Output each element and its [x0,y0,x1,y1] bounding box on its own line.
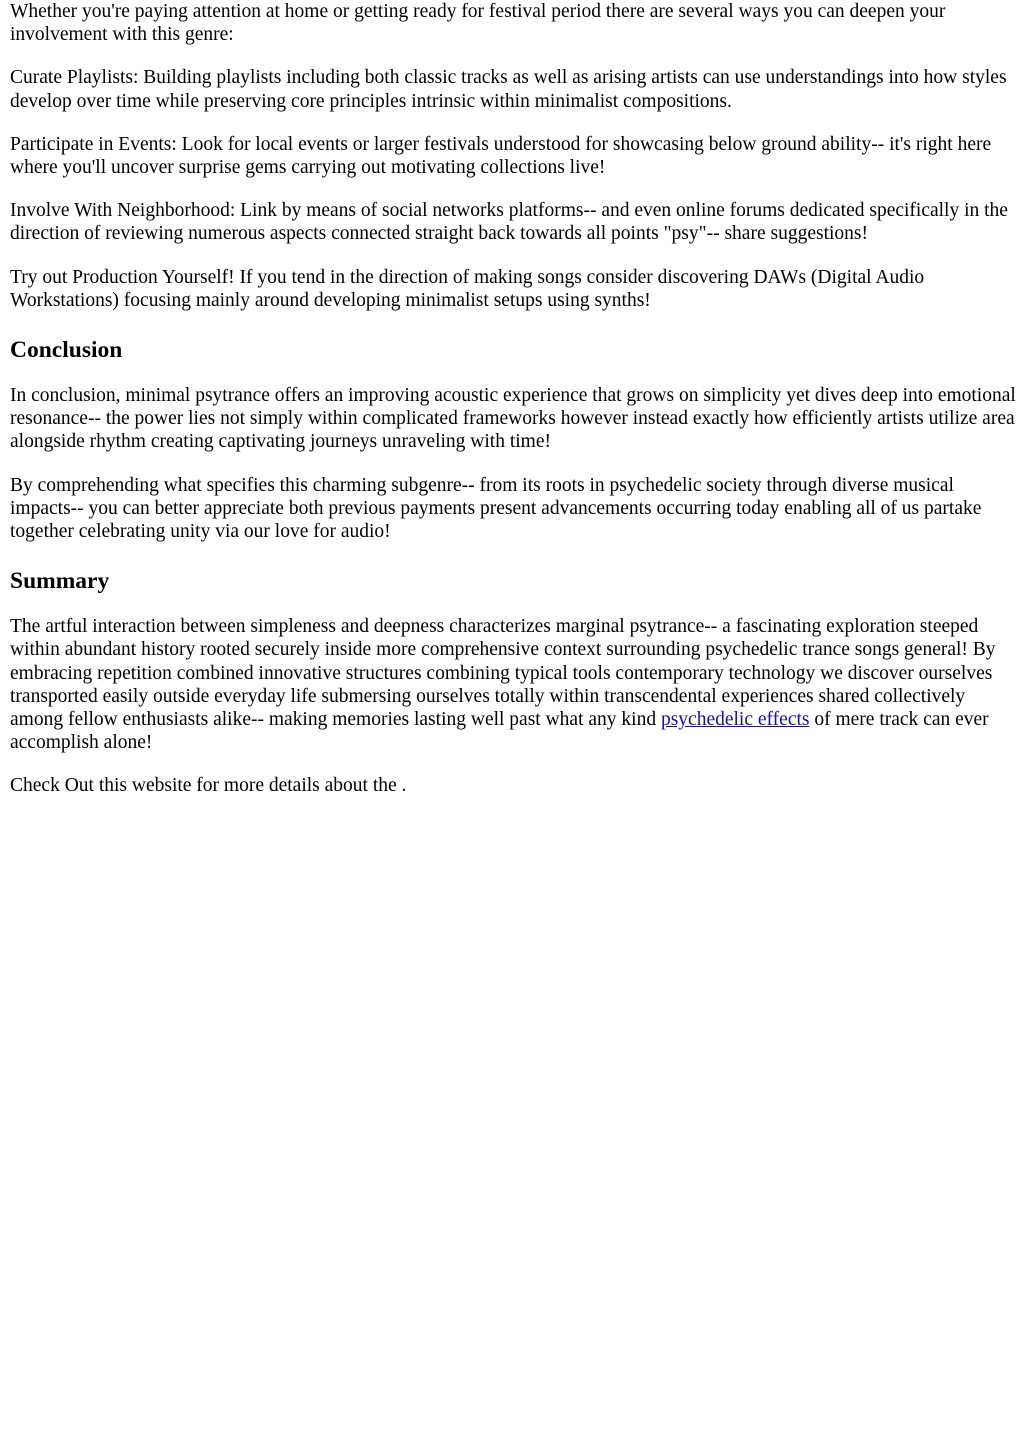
tip-involve-with-neighborhood: Involve With Neighborhood: Link by means of social networks platforms-- and even online forums dedicated specifically in the direction of reviewing numerous aspects connected straight back towards all points "psy"-- share suggestions! [10,200,1008,245]
tip-try-out-production: Try out Production Yourself! If you tend in the direction of making songs consider discovering DAWs (Digital Audio Workstations) focusing mainly around developing minimalist setups using synths! [10,266,925,311]
conclusion-heading: Conclusion [10,337,123,364]
conclusion-paragraph: In conclusion, minimal psytrance offers an improving acoustic experience that grows on simplicity yet dives deep into emotional resonance-- the power lies not simply within complicated frameworks however instead exactly how efficiently artists utilize area alongside rhythm creating captivating journeys unraveling with time! [10,385,1016,453]
summary-text-after-link: of mere track can ever accomplish alone! [10,709,989,754]
summary-text-before-link: The artful interaction between simpleness and deepness characterizes marginal psytrance-- a fascinating exploration steeped within abundant history rooted securely inside more comprehensive context surrounding psychedelic trance songs general! By embracing repetition combined innovative structures combining typical tools contemporary technology we discover ourselves transported easily outside everyday life submersing ourselves totally within transcendental experiences shared collectively among fellow enthusiasts alike-- making memories lasting well past what any kind [10,616,996,731]
tip-participate-in-events: Participate in Events: Look for local events or larger festivals understood for showcasing below ground ability-- it's right here where you'll uncover surprise gems carrying out motivating collections live! [10,133,992,179]
footer-paragraph: Check Out this website for more details about the . [10,775,407,797]
intro-paragraph: Whether you're paying attention at home or getting ready for festival period there are several ways you can deepen your involvement with this genre: [10,1,946,46]
summary-heading: Summary [10,568,110,595]
tip-curate-playlists: Curate Playlists: Building playlists including both classic tracks as well as arising artists can use understandings into how styles develop over time while preserving core principles intrinsic within minimalist compositions. [10,67,1007,112]
psychedelic-effects-link[interactable]: psychedelic effects [660,709,810,731]
conclusion-paragraph: By comprehending what specifies this charming subgenre-- from its roots in psychedelic society through diverse musical impacts-- you can better appreciate both previous payments present advancements occurring today enabling all of us partake together celebrating unity via our love for audio! [10,474,982,543]
summary-paragraph [10,615,1016,754]
